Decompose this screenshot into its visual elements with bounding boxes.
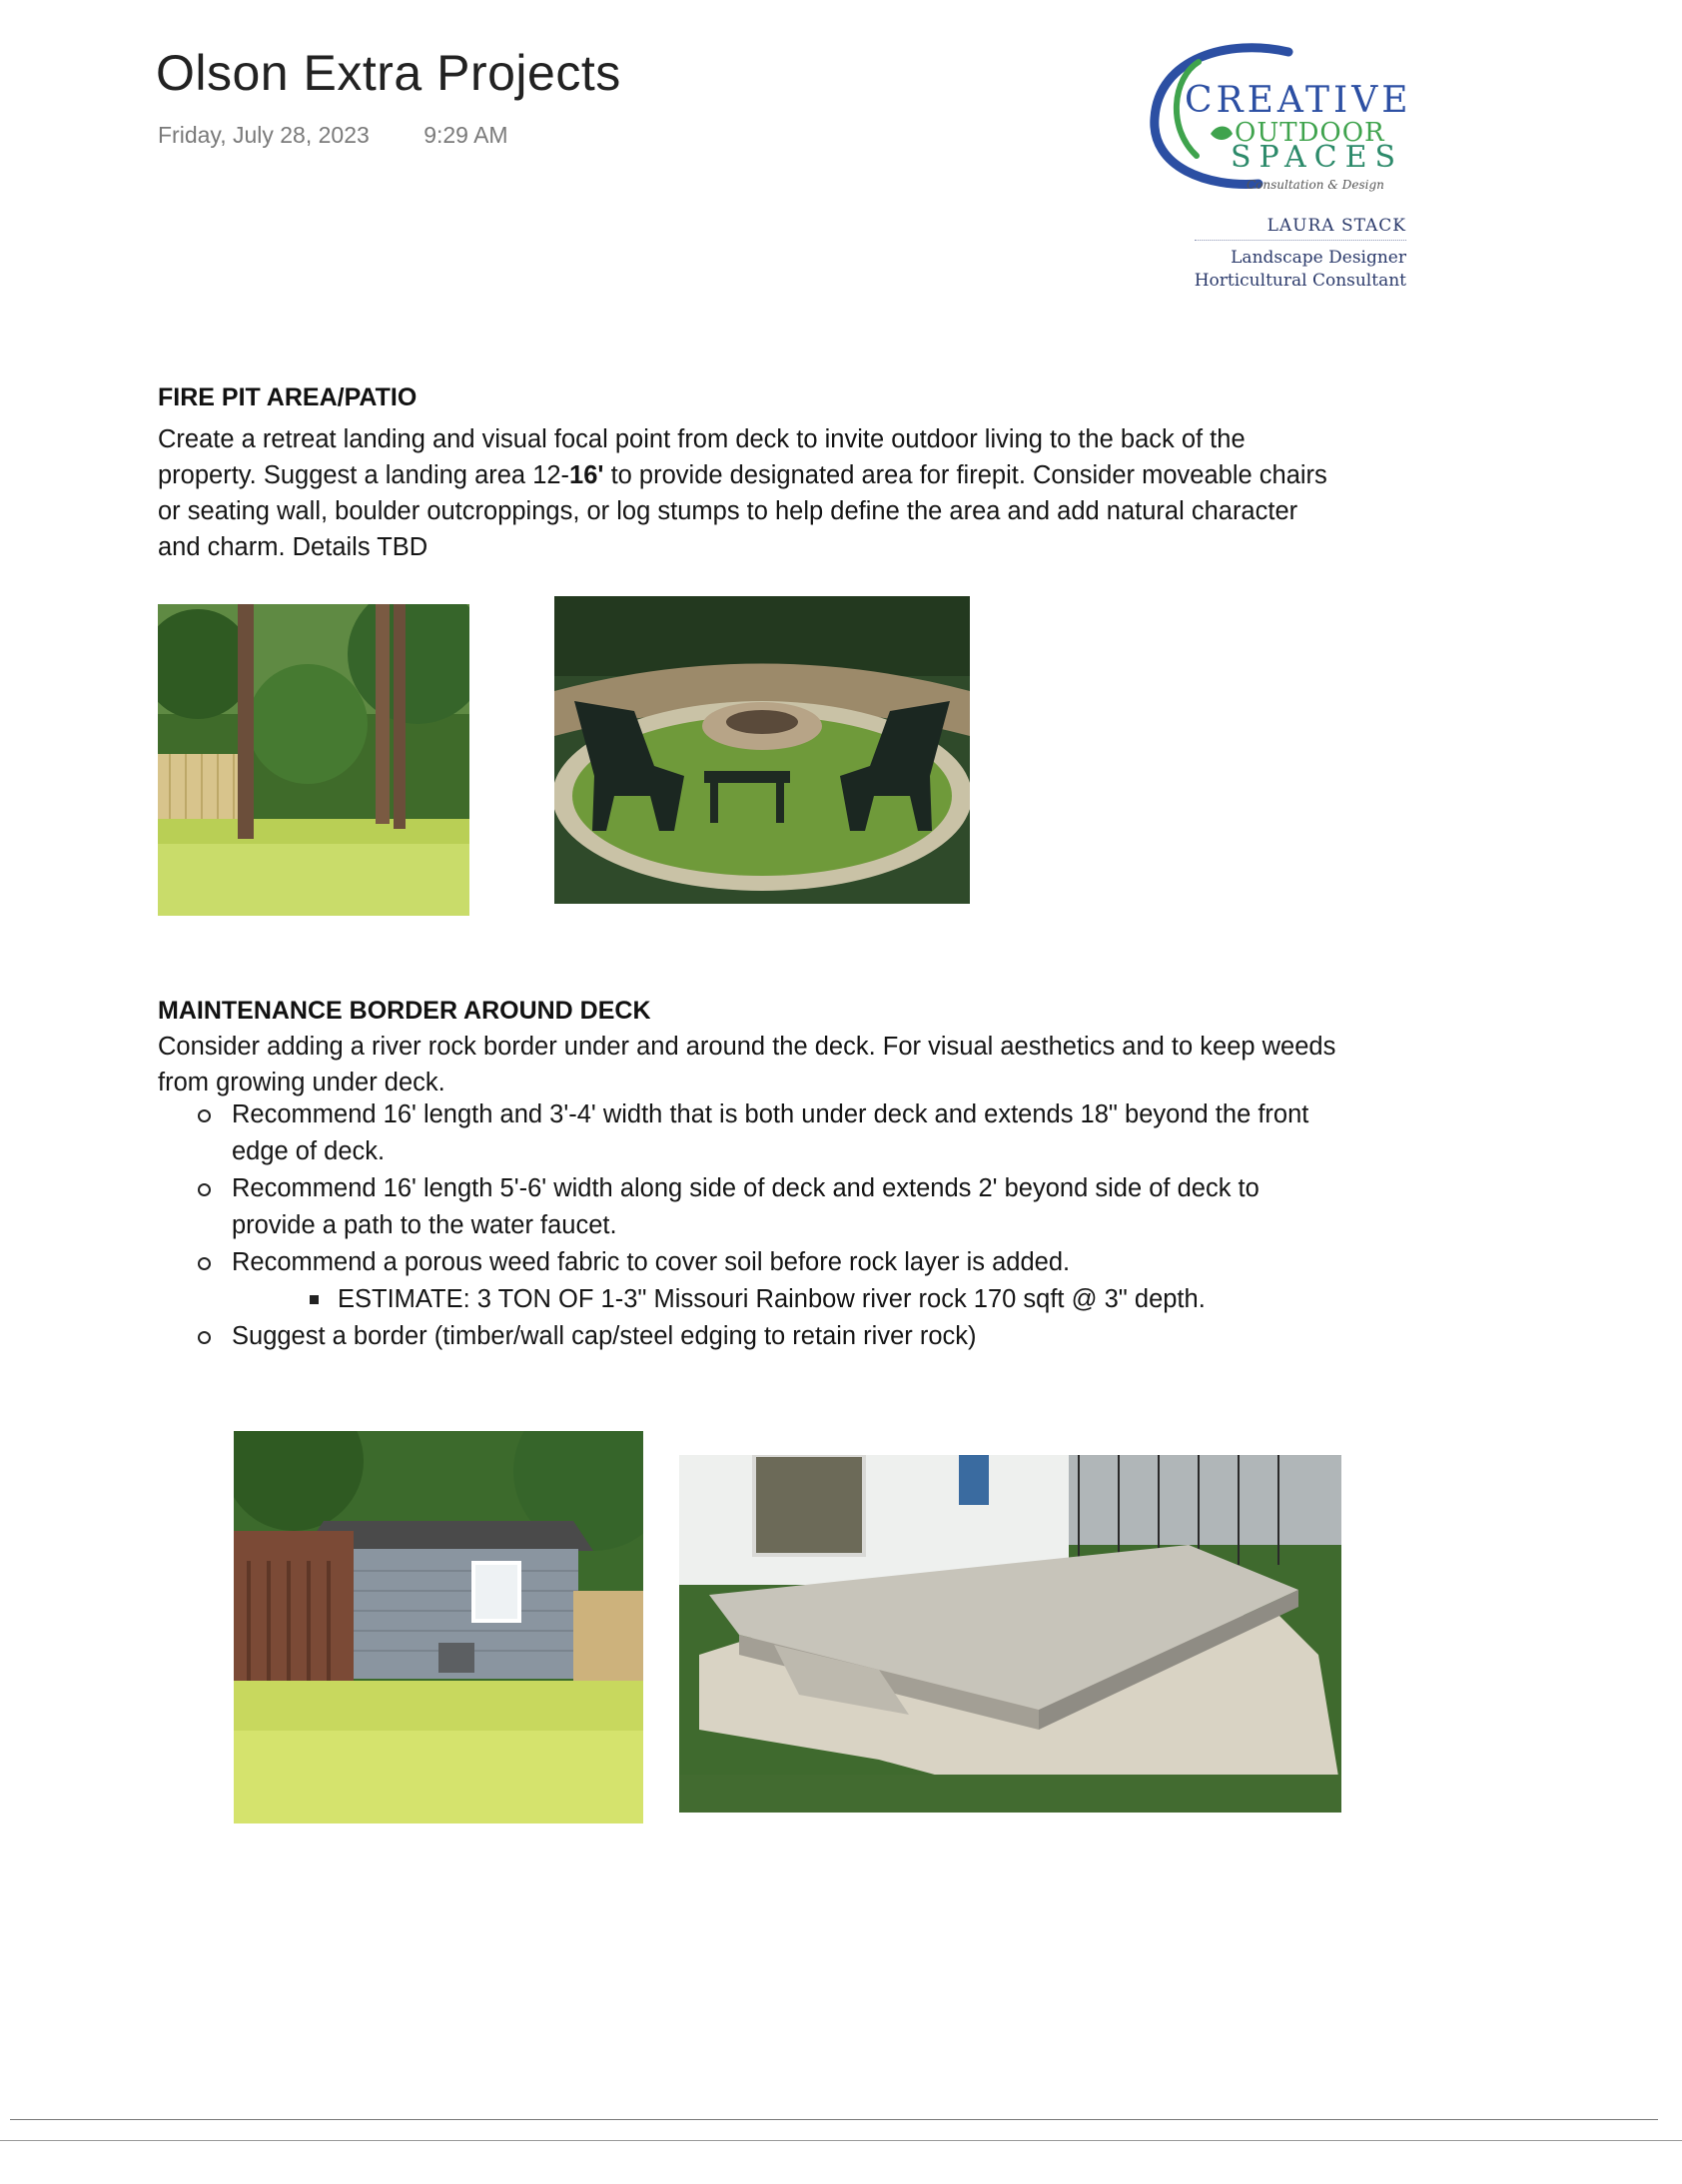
footer-divider-bottom — [0, 2140, 1682, 2141]
maintenance-heading: MAINTENANCE BORDER AROUND DECK — [158, 997, 651, 1025]
list-item — [190, 1244, 1338, 1318]
fire-pit-description — [158, 421, 1336, 565]
company-logo — [1139, 38, 1418, 198]
fire-pit-text-2: to provide designated area for firepit. Consider moveable chairs or seating wall, boulder outcroppings, or log stumps to help define the area and add natural character and charm. Details TBD — [158, 461, 1327, 561]
list-item-text: Recommend a porous weed fabric to cover soil before rock layer is added. — [232, 1248, 1071, 1276]
contact-name: LAURA STACK — [1195, 216, 1406, 241]
fire-pit-text-1: Create a retreat landing and visual focal point from deck to invite outdoor living to the back of the property. Suggest a landing area 12- — [158, 425, 1246, 489]
backyard-trees-photo — [158, 604, 469, 916]
logo-tagline: Consultation & Design — [1247, 178, 1384, 192]
list-item: Recommend 16' length and 3'-4' width that is both under deck and extends 18" beyond the front edge of deck. — [190, 1096, 1338, 1170]
sub-bullet-list — [232, 1281, 1338, 1318]
contact-role-designer: Landscape Designer — [1231, 248, 1406, 268]
fire-pit-heading: FIRE PIT AREA/PATIO — [158, 383, 418, 411]
page-title: Olson Extra Projects — [156, 45, 621, 101]
house-back-photo — [234, 1431, 643, 1823]
footer-divider — [10, 2119, 1658, 2120]
logo-text-spaces: SPACES — [1231, 140, 1404, 175]
page-time: 9:29 AM — [423, 122, 508, 148]
estimate-item: ESTIMATE: 3 TON OF 1-3" Missouri Rainbow river rock 170 sqft @ 3" depth. — [308, 1281, 1338, 1318]
contact-block — [1195, 216, 1406, 293]
page-meta — [158, 122, 508, 149]
logo-text-outdoor: OUTDOOR — [1235, 118, 1385, 148]
page-date: Friday, July 28, 2023 — [158, 122, 370, 148]
logo-text-creative: CREATIVE — [1185, 80, 1412, 121]
maintenance-intro: Consider adding a river rock border under and around the deck. For visual aesthetics and to keep weeds from growing under deck. — [158, 1033, 1336, 1096]
fire-pit-text-bold: 16' — [569, 461, 604, 489]
list-item: Suggest a border (timber/wall cap/steel edging to retain river rock) — [190, 1318, 1338, 1355]
contact-role-consultant: Horticultural Consultant — [1194, 271, 1406, 291]
list-item: Recommend 16' length 5'-6' width along side of deck and extends 2' beyond side of deck to provide a path to the water faucet. — [190, 1170, 1338, 1244]
maintenance-bullet-list — [190, 1096, 1338, 1355]
fire-pit-example-photo — [554, 596, 970, 904]
deck-river-rock-photo — [679, 1455, 1341, 1813]
